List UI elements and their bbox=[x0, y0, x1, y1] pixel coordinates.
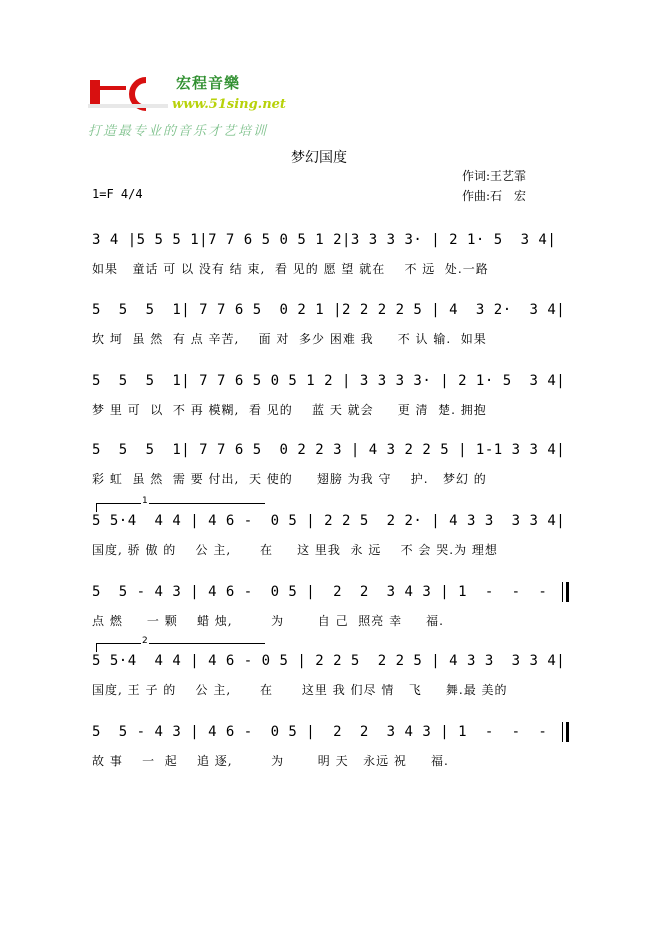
brand-slogan: 打造最专业的音乐才艺培训 bbox=[88, 124, 269, 139]
final-barline-thin bbox=[562, 722, 563, 742]
brand-name: 宏程音樂 bbox=[176, 74, 241, 92]
lyric-row-4: 彩 虹 虽 然 需 要 付出, 天 使的 翅膀 为我 守 护. 梦幻 的 bbox=[92, 472, 487, 486]
lyric-row-2: 坎 坷 虽 然 有 点 辛苦, 面 对 多少 困难 我 不 认 输. 如果 bbox=[92, 332, 487, 346]
lyric-row-3: 梦 里 可 以 不 再 模糊, 看 见的 蓝 天 就会 更 清 楚. 拥抱 bbox=[92, 403, 487, 417]
lyric-row-8: 故 事 一 起 追 逐, 为 明 天 永远 祝 福. bbox=[92, 754, 449, 768]
lyric-row-1: 如果 童话 可 以 没有 结 束, 看 见的 愿 望 就在 不 远 处.一路 bbox=[92, 262, 489, 276]
notation-row-4: 5 5 5 1| 7 7 6 5 0 2 2 3 | 4 3 2 2 5 | 1-1 3 3 4| bbox=[92, 442, 566, 458]
volta-number: 1 bbox=[142, 496, 148, 506]
notation-row-2: 5 5 5 1| 7 7 6 5 0 2 1 |2 2 2 2 5 | 4 3 2· 3 4| bbox=[92, 302, 566, 318]
key-signature: 1=F 4/4 bbox=[92, 187, 143, 201]
notation-row-1: 3 4 |5 5 5 1|7 7 6 5 0 5 1 2|3 3 3 3· | 2 1· 5 3 4| bbox=[92, 232, 557, 248]
repeat-barline-thick bbox=[566, 582, 569, 602]
lyric-row-5: 国度, 骄 傲 的 公 主, 在 这 里我 永 远 不 会 哭.为 理想 bbox=[92, 543, 498, 557]
notation-row-3: 5 5 5 1| 7 7 6 5 0 5 1 2 | 3 3 3 3· | 2 1· 5 3 4| bbox=[92, 373, 566, 389]
notation-row-7: 5 5·4 4 4 | 4 6 - 0 5 | 2 2 5 2 2 5 | 4 3 3 3 3 4| bbox=[92, 653, 566, 669]
brand-url: www.51sing.net bbox=[172, 97, 286, 112]
notation-row-6: 5 5 - 4 3 | 4 6 - 0 5 | 2 2 3 4 3 | 1 - - - bbox=[92, 584, 548, 600]
logo bbox=[84, 70, 294, 140]
notation-row-5: 5 5·4 4 4 | 4 6 - 0 5 | 2 2 5 2 2· | 4 3 3 3 3 4| bbox=[92, 513, 566, 529]
volta-number: 2 bbox=[142, 636, 148, 646]
hc-logo-icon bbox=[84, 76, 174, 112]
notation-row-8: 5 5 - 4 3 | 4 6 - 0 5 | 2 2 3 4 3 | 1 - - - bbox=[92, 724, 548, 740]
final-barline-thick bbox=[566, 722, 569, 742]
volta-bracket-1 bbox=[96, 496, 265, 512]
volta-bracket-2 bbox=[96, 636, 265, 652]
lyric-row-6: 点 燃 一 颗 蜡 烛, 为 自 己 照亮 幸 福. bbox=[92, 614, 444, 628]
song-title: 梦幻国度 bbox=[291, 150, 347, 166]
repeat-barline-thin bbox=[562, 582, 563, 602]
composer-credit: 作曲:石 宏 bbox=[462, 189, 527, 203]
lyricist-credit: 作词:王艺霏 bbox=[462, 169, 527, 183]
lyric-row-7: 国度, 王 子 的 公 主, 在 这里 我 们尽 情 飞 舞.最 美的 bbox=[92, 683, 508, 697]
